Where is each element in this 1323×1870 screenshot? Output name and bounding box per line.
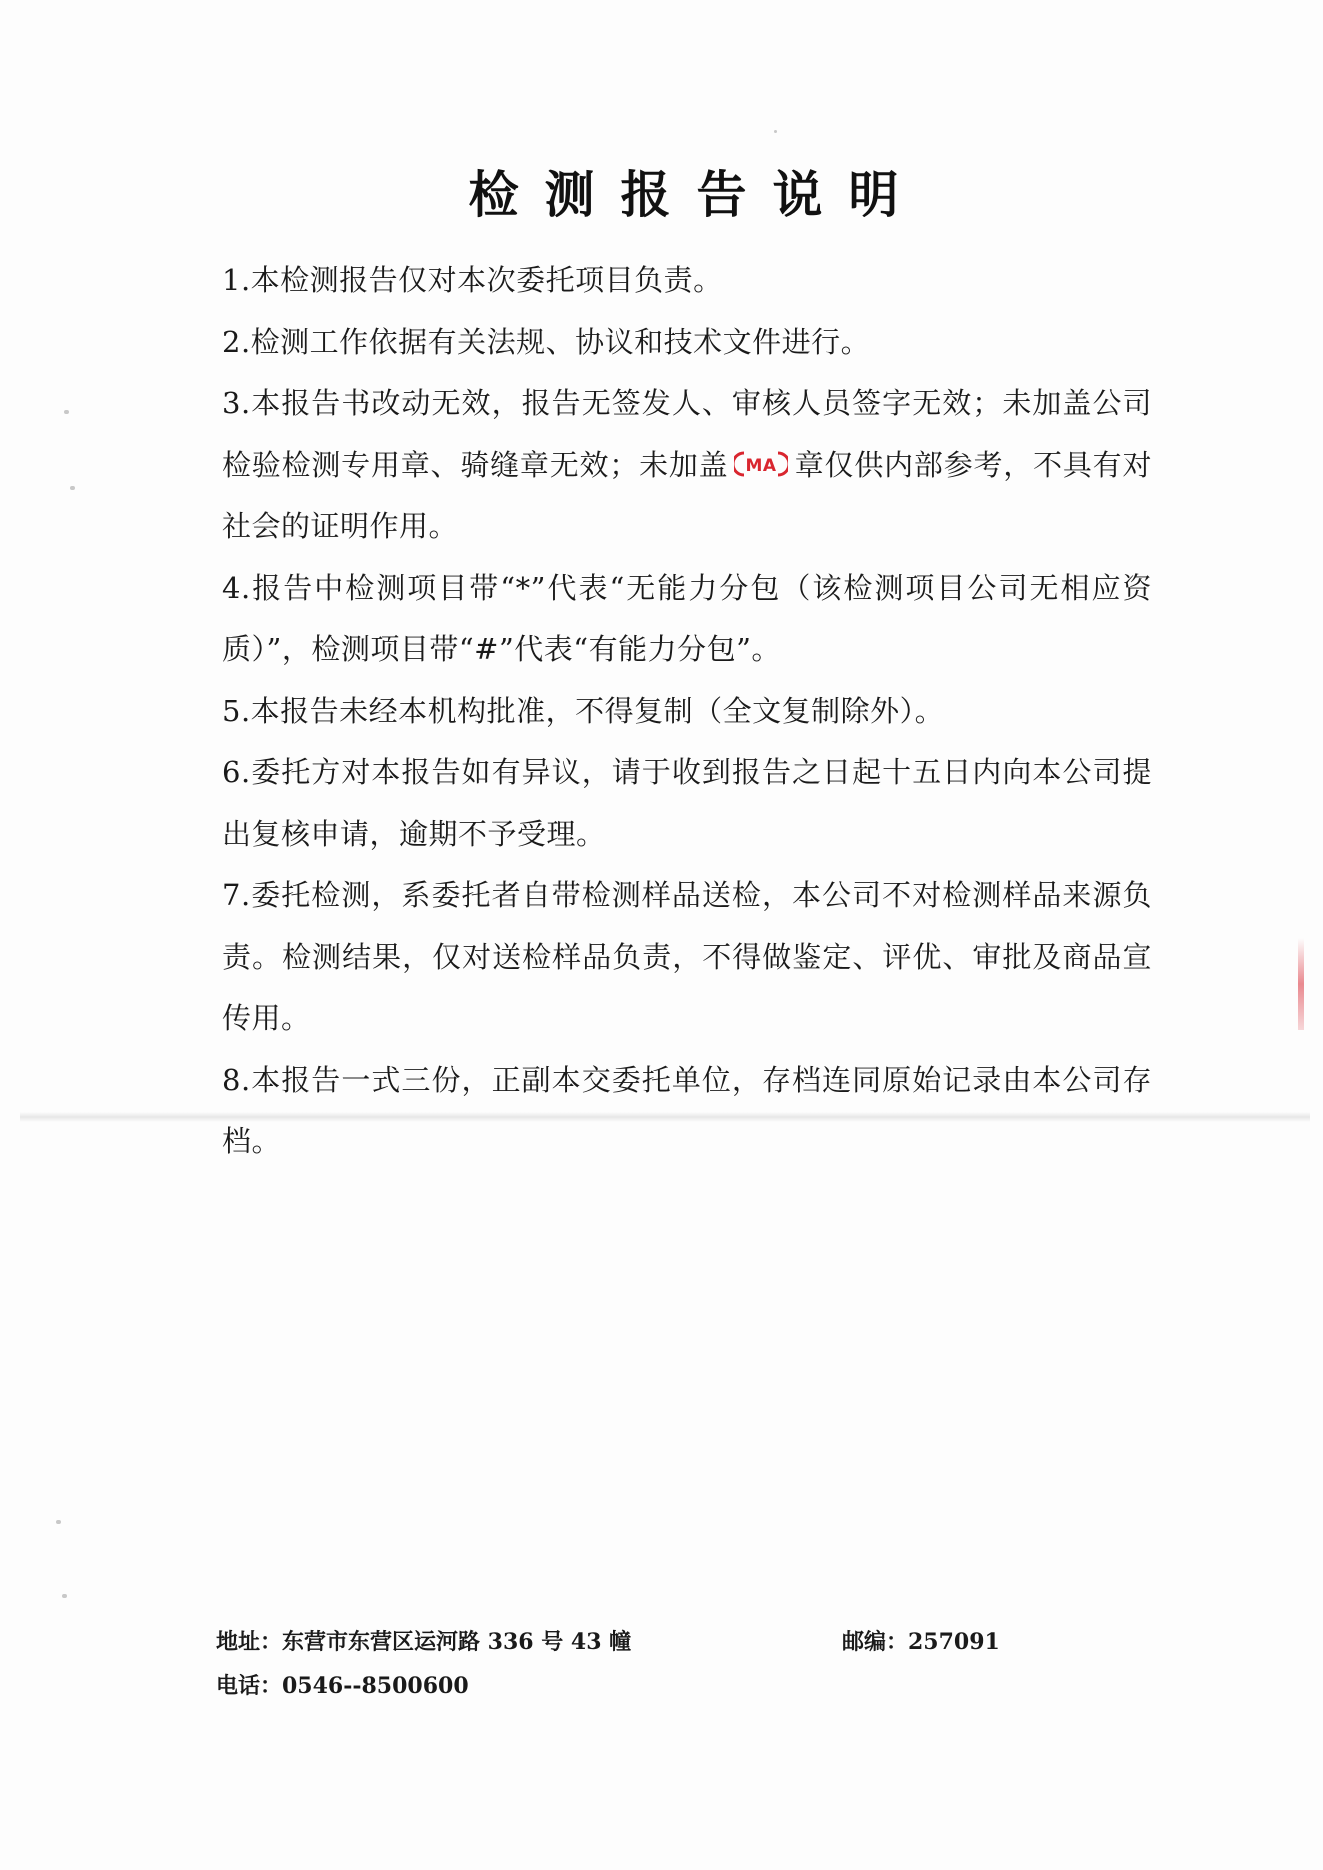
scan-speck: [62, 1594, 67, 1598]
note-item-7: 7.委托检测，系委托者自带检测样品送检，本公司不对检测样品来源负责。检测结果，仅对送检样品负责，不得做鉴定、评优、审批及商品宣传用。: [222, 878, 1152, 1035]
note-item-6: 6.委托方对本报告如有异议，请于收到报告之日起十五日内向本公司提出复核申请，逾期不予受理。: [222, 755, 1152, 851]
note-item-2: 2.检测工作依据有关法规、协议和技术文件进行。: [222, 324, 871, 359]
cma-stamp-icon: [734, 450, 788, 478]
note-item-1: 1.本检测报告仅对本次委托项目负责。: [222, 263, 723, 297]
cma-stamp-label: MA: [745, 455, 778, 476]
note-item-8: 8.本报告一式三份，正副本交委托单位，存档连同原始记录由本公司存档。: [222, 1062, 1152, 1158]
postcode-text: 邮编：257091: [842, 1629, 1000, 1655]
note-item-4: 4.报告中检测项目带“*”代表“无能力分包（该检测项目公司无相应资质）”，检测项目带“#”代表“有能力分包”。: [222, 570, 1152, 666]
scan-speck: [70, 486, 75, 490]
scan-speck: [64, 410, 69, 414]
contact-footer: [216, 1620, 1116, 1708]
note-item-3-before: 3.本报告书改动无效，报告无签发人、审核人员签字无效；未加盖公司检验检测专用章、骑缝章无效；未加盖: [222, 386, 1152, 482]
note-item-3: [222, 373, 1152, 558]
phone-text: 电话：0546--8500600: [216, 1673, 469, 1699]
scan-speck: [56, 1520, 61, 1524]
document-title: 检测报告说明: [468, 166, 925, 224]
red-seal-edge-mark: [1298, 938, 1304, 1030]
note-item-3-after: 章仅供内部参考，不具有对社会的证明作用。: [222, 447, 1152, 543]
address-text: 地址：东营市东营区运河路 336 号 43 幢: [216, 1629, 632, 1655]
note-item-5: 5.本报告未经本机构批准，不得复制（全文复制除外）。: [222, 693, 945, 728]
notes-list: [222, 250, 1152, 1173]
scan-speck: [774, 130, 777, 133]
